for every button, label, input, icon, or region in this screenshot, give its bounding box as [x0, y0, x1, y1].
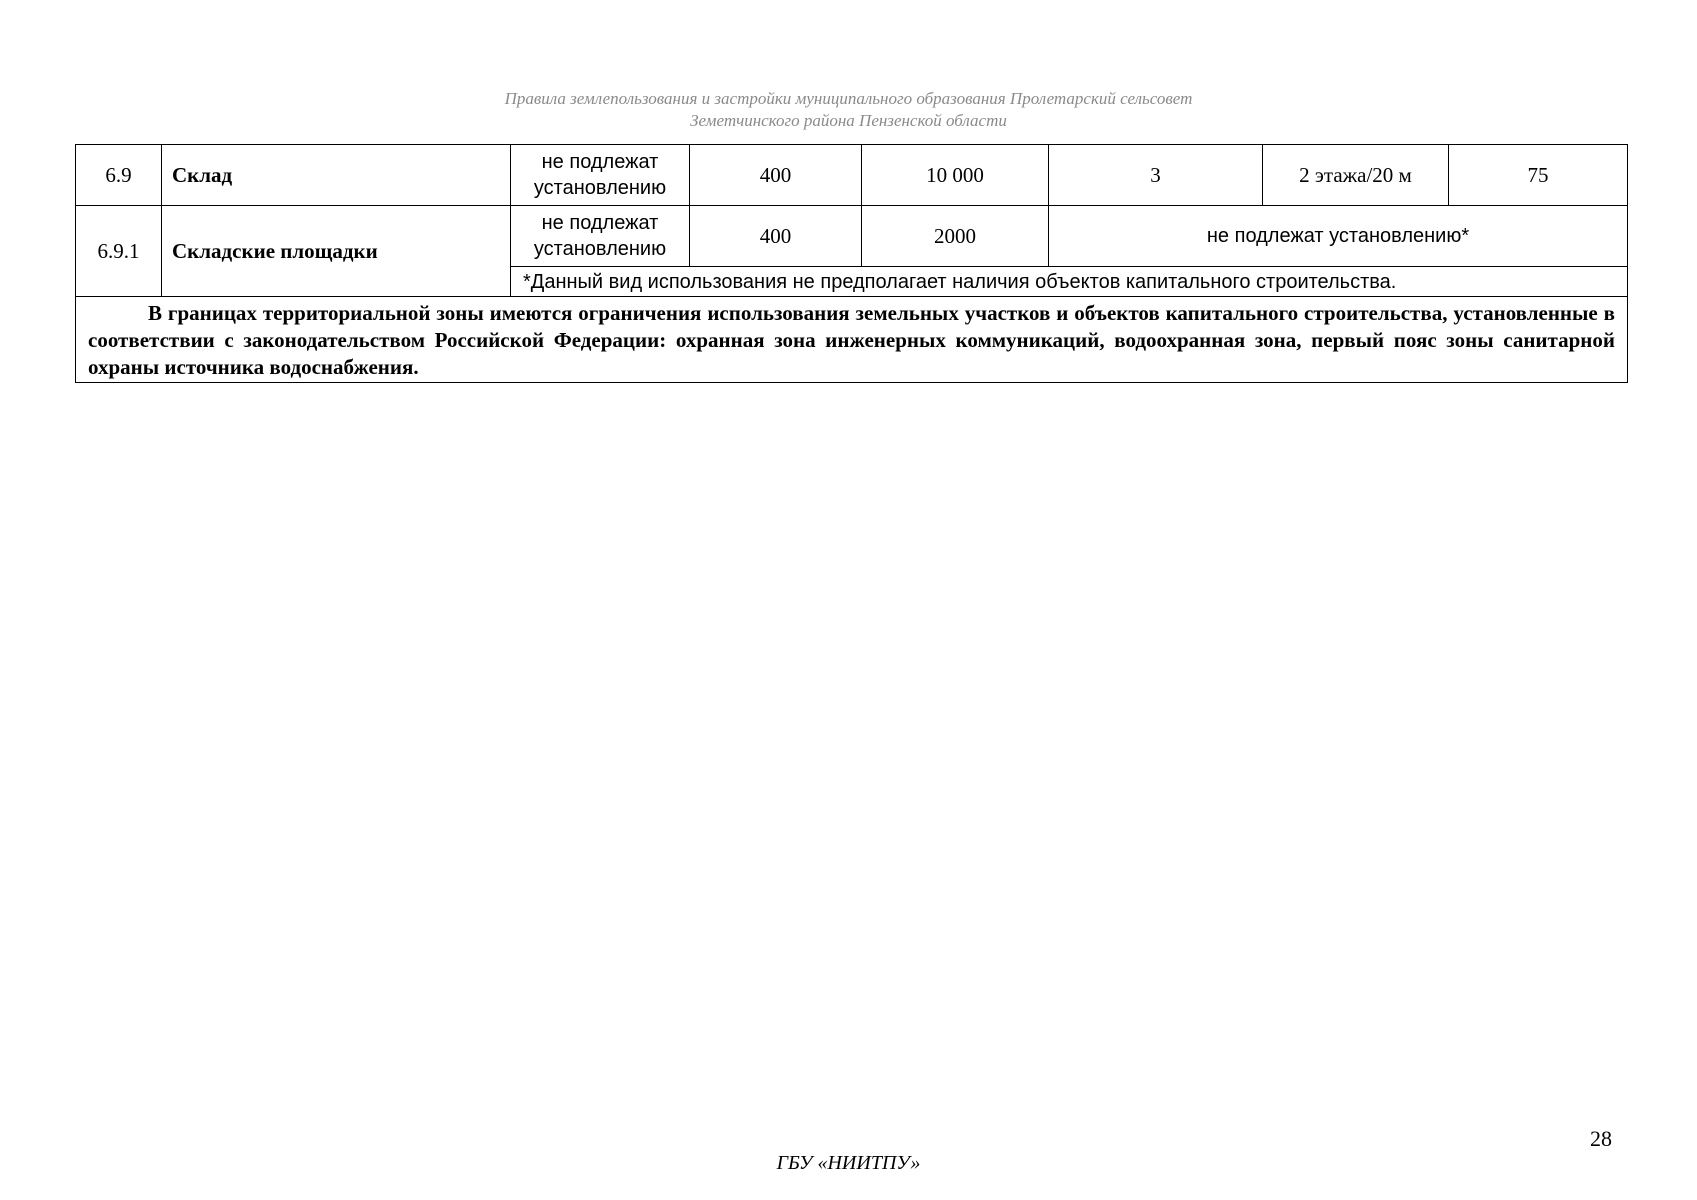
row-number: 6.9 — [76, 145, 162, 206]
row-min-area: 400 — [690, 145, 862, 206]
row-plot-width — [511, 145, 690, 206]
header-line-1: Правила землепользования и застройки муниципального образования Пролетарский сельсовет — [504, 89, 1193, 108]
cell-text-line: не подлежат — [541, 212, 659, 234]
row-name: Склад — [162, 145, 511, 206]
row-footnote: *Данный вид использования не предполагает наличия объектов капитального строительства. — [511, 267, 1628, 297]
page-number: 28 — [1590, 1126, 1612, 1151]
document-header — [0, 88, 1697, 132]
document-footer: ГБУ «НИИТПУ» — [776, 1152, 921, 1174]
cell-text-line: установлению — [533, 238, 667, 260]
regulations-table — [75, 144, 1628, 383]
row-max-area: 10 000 — [862, 145, 1049, 206]
row-coverage: 75 — [1449, 145, 1628, 206]
row-plot-width — [511, 206, 690, 267]
row-merged-params: не подлежат установлению* — [1049, 206, 1628, 267]
row-name: Складские площадки — [162, 206, 511, 297]
row-number: 6.9.1 — [76, 206, 162, 297]
restrictions-text: В границах территориальной зоны имеются ограничения использования земельных участков и объектов капитального строительства, установленные в соответствии с законодательством Российской Федерации: охранная зона инженерных коммуникаций, водоохранная зона, первый пояс зоны санитарной охраны источника водоснабжения. — [88, 301, 1615, 379]
header-line-2: Земетчинского района Пензенской области — [690, 111, 1007, 130]
table-row — [76, 297, 1628, 383]
row-max-area: 2000 — [862, 206, 1049, 267]
cell-text-line: не подлежат — [541, 151, 659, 173]
row-setback: 3 — [1049, 145, 1263, 206]
row-height: 2 этажа/20 м — [1263, 145, 1449, 206]
row-min-area: 400 — [690, 206, 862, 267]
restrictions-cell — [76, 297, 1628, 383]
table-row — [76, 206, 1628, 267]
cell-text-line: установлению — [533, 177, 667, 199]
table-row — [76, 145, 1628, 206]
